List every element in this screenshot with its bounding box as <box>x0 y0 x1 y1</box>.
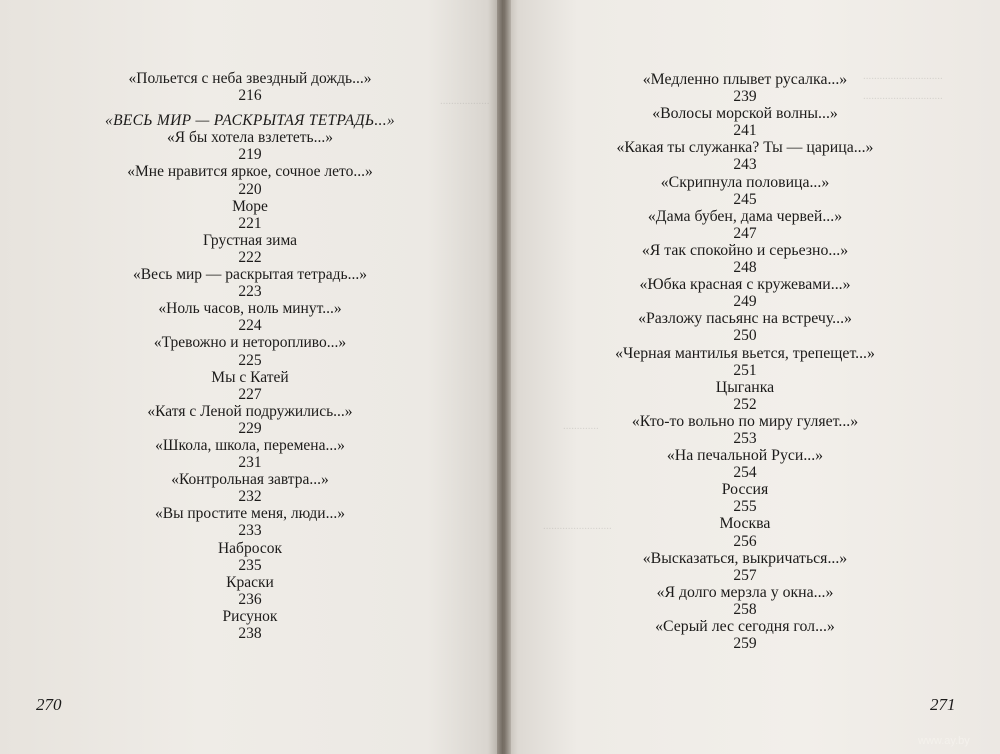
contents-entry-page: 233 <box>238 522 262 540</box>
right-contents-column <box>505 71 985 652</box>
contents-entry-page: 220 <box>238 180 262 198</box>
contents-entry-page: 229 <box>238 419 262 437</box>
contents-entry-page: 223 <box>238 283 262 301</box>
contents-entry-title: «Скрипнула половица...» <box>660 173 830 191</box>
contents-entry-page: 227 <box>238 385 262 403</box>
bleed-through-text: ............................. <box>863 70 943 82</box>
section-heading: «ВЕСЬ МИР — РАСКРЫТАЯ ТЕТРАДЬ...» <box>105 112 395 130</box>
contents-entry-page: 216 <box>238 87 262 105</box>
contents-entry-title: Москва <box>719 515 771 533</box>
contents-entry-page: 252 <box>733 395 757 413</box>
contents-entry-title: «Дама бубен, дама червей...» <box>647 207 843 225</box>
contents-entry-page: 239 <box>733 88 757 106</box>
contents-entry-page: 253 <box>733 429 757 447</box>
contents-entry-title: «Разложу пасьянс на встречу...» <box>638 310 852 328</box>
contents-entry-title: «Я долго мерзла у окна...» <box>656 583 834 601</box>
contents-entry-page: 235 <box>238 556 262 574</box>
contents-entry-title: «Я бы хотела взлететь...» <box>167 129 333 147</box>
contents-entry-title: «Вы простите меня, люди...» <box>155 505 345 523</box>
contents-entry-page: 257 <box>733 566 757 584</box>
contents-entry-title: «Серый лес сегодня гол...» <box>655 618 835 635</box>
contents-entry-page: 221 <box>238 214 262 232</box>
contents-entry-page: 251 <box>733 361 757 379</box>
contents-entry-page: 250 <box>733 327 757 345</box>
contents-entry-title: «Школа, школа, перемена...» <box>155 436 345 454</box>
bleed-through-text: ............. <box>563 420 599 432</box>
contents-entry-title: «Волосы морской волны...» <box>652 105 838 123</box>
section-gap <box>55 104 445 112</box>
contents-entry-page: 238 <box>238 625 262 642</box>
contents-entry-page: 256 <box>733 532 757 550</box>
contents-entry-title: Россия <box>721 481 769 499</box>
contents-entry-title: Набросок <box>217 539 282 557</box>
contents-entry-title: Мы с Катей <box>211 368 289 386</box>
page-number-left: 270 <box>36 695 62 714</box>
contents-entry-title: Цыганка <box>715 378 775 396</box>
contents-entry-page: 224 <box>238 317 262 335</box>
contents-entry-page: 241 <box>733 122 757 140</box>
page-number-right: 271 <box>930 695 956 714</box>
contents-entry-page: 255 <box>733 498 757 516</box>
contents-entry-title: «Катя с Леной подружились...» <box>147 402 353 420</box>
contents-entry-page: 232 <box>238 488 262 506</box>
contents-entry-page: 245 <box>733 190 757 208</box>
contents-entry-title: «Контрольная завтра...» <box>171 471 329 489</box>
contents-entry-page: 249 <box>733 293 757 311</box>
contents-entry-title: «Ноль часов, ноль минут...» <box>158 300 342 318</box>
contents-entry-title: «Медленно плывет русалка...» <box>642 71 848 88</box>
contents-entry-page: 225 <box>238 351 262 369</box>
contents-entry-page: 248 <box>733 259 757 277</box>
contents-entry-title: Краски <box>226 573 274 591</box>
contents-entry-page: 254 <box>733 464 757 482</box>
contents-entry-title: «Тревожно и неторопливо...» <box>153 334 347 352</box>
contents-entry-title: «Весь мир — раскрытая тетрадь...» <box>133 266 367 284</box>
contents-entry-page: 258 <box>733 600 757 618</box>
contents-entry-title: «Черная мантилья вьется, трепещет...» <box>615 344 875 362</box>
contents-entry-title: Грустная зима <box>202 231 298 249</box>
contents-entry-page: 259 <box>733 635 757 653</box>
contents-entry-title: «Юбка красная с кружевами...» <box>639 276 851 294</box>
contents-entry-page: 247 <box>733 224 757 242</box>
contents-entry-title: «На печальной Руси...» <box>666 447 824 465</box>
contents-entry-title: «Кто-то вольно по миру гуляет...» <box>631 412 859 430</box>
bleed-through-text: ......................... <box>543 520 612 532</box>
contents-entry-page: 222 <box>238 248 262 266</box>
contents-entry-title: Море <box>232 197 268 215</box>
contents-entry-title: Рисунок <box>222 607 278 625</box>
watermark: www.ay.by <box>918 735 970 747</box>
contents-entry-title: «Я так спокойно и серьезно...» <box>641 241 849 259</box>
contents-entry-page: 231 <box>238 454 262 472</box>
contents-entry-page: 219 <box>238 146 262 164</box>
contents-entry-page: 236 <box>238 590 262 608</box>
left-contents-column <box>55 70 445 642</box>
contents-entry-title: «Высказаться, выкричаться...» <box>642 549 848 567</box>
bleed-through-text: .................. <box>440 95 490 107</box>
contents-entry-title: «Какая ты служанка? Ты — царица...» <box>616 139 874 157</box>
contents-entry-page: 243 <box>733 156 757 174</box>
contents-entry-title: «Польется с неба звездный дождь...» <box>128 70 372 87</box>
contents-entry-title: «Мне нравится яркое, сочное лето...» <box>127 163 373 181</box>
bleed-through-text: ............................. <box>863 90 943 102</box>
